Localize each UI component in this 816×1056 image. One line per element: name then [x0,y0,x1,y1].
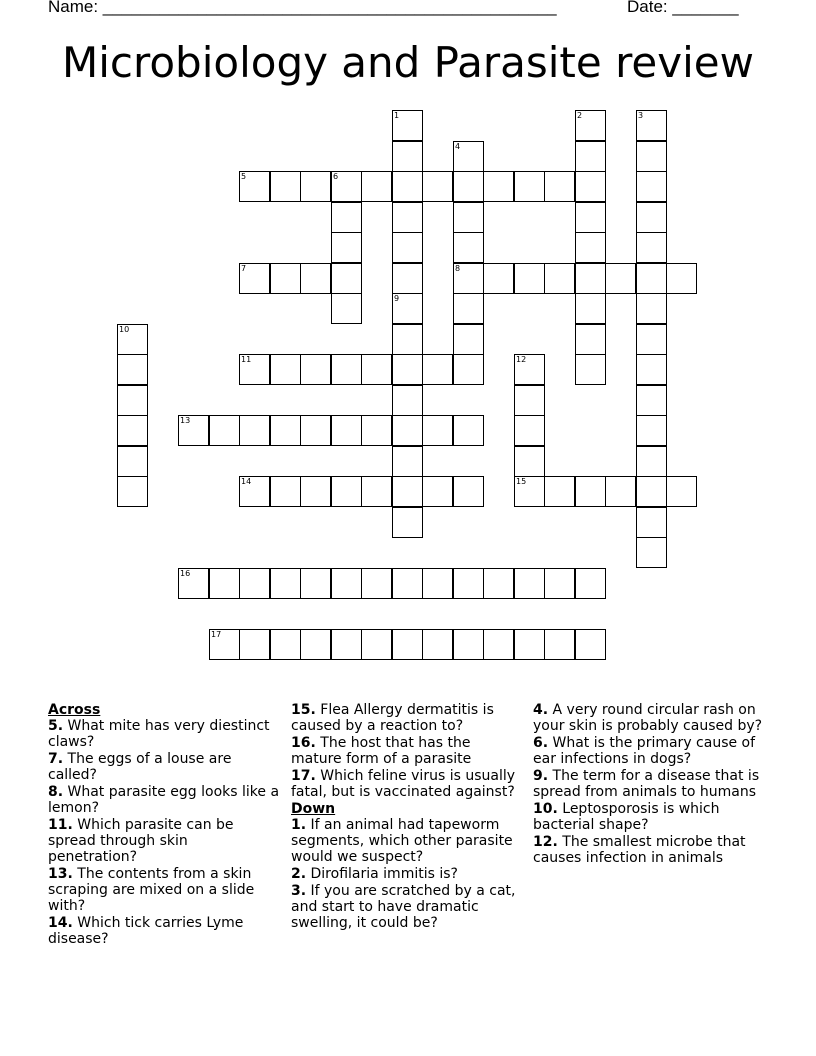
crossword-cell[interactable] [636,110,667,141]
crossword-cell[interactable] [544,568,575,599]
crossword-cell[interactable] [117,476,148,507]
crossword-cell[interactable] [636,232,667,263]
crossword-cell[interactable] [453,232,484,263]
cell-number: 7 [241,264,247,273]
cell-number: 12 [516,355,527,364]
crossword-cell[interactable] [270,629,301,660]
cell-number: 1 [394,111,400,120]
clue-down-12: 12. The smallest microbe that causes infection in animals [533,834,746,866]
crossword-cell[interactable] [636,171,667,202]
clue-across-7: 7. The eggs of a louse are called? [48,751,232,783]
crossword-cell[interactable] [239,354,270,385]
crossword-cell[interactable] [392,324,423,355]
crossword-cell[interactable] [361,476,392,507]
crossword-cell[interactable] [239,476,270,507]
crossword-cell[interactable] [392,293,423,324]
crossword-cell[interactable] [422,476,453,507]
cell-number: 11 [241,355,252,364]
crossword-cell[interactable] [453,171,484,202]
clue-down-2: 2. Dirofilaria immitis is? [291,866,458,882]
crossword-cell[interactable] [453,476,484,507]
crossword-cell[interactable] [453,263,484,294]
crossword-cell[interactable] [666,476,697,507]
crossword-cell[interactable] [331,263,362,294]
crossword-cell[interactable] [392,232,423,263]
crossword-cell[interactable] [666,263,697,294]
crossword-cell[interactable] [300,263,331,294]
crossword-cell[interactable] [575,232,606,263]
crossword-cell[interactable] [453,629,484,660]
crossword-cell[interactable] [514,476,545,507]
crossword-cell[interactable] [392,263,423,294]
date-field-label: Date: _______ [627,0,739,16]
crossword-cell[interactable] [605,476,636,507]
cell-number: 14 [241,477,252,486]
crossword-cell[interactable] [300,476,331,507]
clue-down-6: 6. What is the primary cause of ear infections in dogs? [533,735,756,767]
crossword-cell[interactable] [575,476,606,507]
crossword-cell[interactable] [453,324,484,355]
crossword-cell[interactable] [422,354,453,385]
crossword-cell[interactable] [270,354,301,385]
crossword-cell[interactable] [453,293,484,324]
crossword-cell[interactable] [270,415,301,446]
crossword-cell[interactable] [575,568,606,599]
crossword-cell[interactable] [392,110,423,141]
crossword-cell[interactable] [209,568,240,599]
crossword-cell[interactable] [361,171,392,202]
crossword-cell[interactable] [575,324,606,355]
crossword-cell[interactable] [209,629,240,660]
crossword-cell[interactable] [483,568,514,599]
crossword-cell[interactable] [392,202,423,233]
crossword-cell[interactable] [605,263,636,294]
crossword-cell[interactable] [392,171,423,202]
clue-column-3 [533,702,768,867]
crossword-cell[interactable] [392,141,423,172]
crossword-cell[interactable] [575,141,606,172]
crossword-cell[interactable] [300,354,331,385]
crossword-cell[interactable] [636,415,667,446]
crossword-cell[interactable] [300,568,331,599]
clue-across-15: 15. Flea Allergy dermatitis is caused by a reaction to? [291,702,494,734]
clue-down-9: 9. The term for a disease that is spread from animals to humans [533,768,760,800]
cell-number: 15 [516,477,527,486]
crossword-cell[interactable] [514,629,545,660]
crossword-cell[interactable] [453,568,484,599]
crossword-cell[interactable] [453,415,484,446]
crossword-cell[interactable] [361,415,392,446]
crossword-cell[interactable] [300,171,331,202]
page-title: Microbiology and Parasite review [62,38,754,87]
crossword-cell[interactable] [361,354,392,385]
crossword-cell[interactable] [361,629,392,660]
cell-number: 16 [180,569,191,578]
clue-across-16: 16. The host that has the mature form of a parasite [291,735,472,767]
crossword-cell[interactable] [392,385,423,416]
crossword-cell[interactable] [392,476,423,507]
crossword-cell[interactable] [636,507,667,538]
crossword-cell[interactable] [239,171,270,202]
crossword-cell[interactable] [331,476,362,507]
crossword-cell[interactable] [483,171,514,202]
cell-number: 17 [211,630,222,639]
crossword-cell[interactable] [270,171,301,202]
crossword-cell[interactable] [514,354,545,385]
clue-down-4: 4. A very round circular rash on your skin is probably caused by? [533,702,763,734]
cell-number: 5 [241,172,247,181]
crossword-cell[interactable] [636,476,667,507]
crossword-cell[interactable] [544,629,575,660]
crossword-cell[interactable] [422,568,453,599]
crossword-cell[interactable] [117,446,148,477]
crossword-cell[interactable] [544,476,575,507]
crossword-cell[interactable] [117,354,148,385]
cell-number: 13 [180,416,191,425]
crossword-cell[interactable] [239,415,270,446]
crossword-cell[interactable] [117,415,148,446]
crossword-cell[interactable] [361,568,392,599]
crossword-cell[interactable] [483,263,514,294]
crossword-cell[interactable] [270,568,301,599]
clue-down-3: 3. If you are scratched by a cat, and start to have dramatic swelling, it could be? [291,883,516,931]
crossword-cell[interactable] [636,293,667,324]
crossword-cell[interactable] [300,415,331,446]
crossword-cell[interactable] [331,293,362,324]
crossword-cell[interactable] [422,171,453,202]
cell-number: 9 [394,294,400,303]
crossword-cell[interactable] [300,629,331,660]
crossword-cell[interactable] [331,354,362,385]
crossword-cell[interactable] [636,537,667,568]
crossword-cell[interactable] [331,415,362,446]
crossword-cell[interactable] [331,629,362,660]
crossword-cell[interactable] [453,141,484,172]
cell-number: 2 [577,111,583,120]
crossword-cell[interactable] [453,354,484,385]
crossword-cell[interactable] [178,415,209,446]
cell-number: 4 [455,142,461,151]
cell-number: 6 [333,172,339,181]
clue-down-10: 10. Leptosporosis is which bacterial shape? [533,801,720,833]
crossword-cell[interactable] [331,568,362,599]
cell-number: 3 [638,111,644,120]
crossword-cell[interactable] [636,446,667,477]
crossword-cell[interactable] [392,568,423,599]
clue-across-8: 8. What parasite egg looks like a lemon? [48,784,280,816]
crossword-cell[interactable] [575,171,606,202]
cell-number: 8 [455,264,461,273]
crossword-cell[interactable] [483,629,514,660]
crossword-cell[interactable] [239,568,270,599]
crossword-cell[interactable] [575,629,606,660]
crossword-cell[interactable] [636,141,667,172]
crossword-cell[interactable] [331,171,362,202]
crossword-cell[interactable] [575,354,606,385]
crossword-cell[interactable] [392,354,423,385]
crossword-cell[interactable] [239,263,270,294]
crossword-cell[interactable] [575,110,606,141]
crossword-cell[interactable] [636,202,667,233]
across-heading: Across [48,702,101,718]
crossword-cell[interactable] [453,202,484,233]
crossword-cell[interactable] [514,446,545,477]
crossword-cell[interactable] [270,476,301,507]
crossword-cell[interactable] [331,232,362,263]
crossword-cell[interactable] [392,507,423,538]
clue-down-1: 1. If an animal had tapeworm segments, which other parasite would we suspect? [291,817,513,865]
crossword-cell[interactable] [636,354,667,385]
crossword-cell[interactable] [117,324,148,355]
crossword-cell[interactable] [514,171,545,202]
name-field-label: Name: ________________________________________________ [48,0,557,16]
cell-number: 10 [119,325,130,334]
crossword-cell[interactable] [575,263,606,294]
crossword-cell[interactable] [209,415,240,446]
crossword-cell[interactable] [392,629,423,660]
crossword-cell[interactable] [117,385,148,416]
crossword-cell[interactable] [422,415,453,446]
crossword-cell[interactable] [636,385,667,416]
crossword-cell[interactable] [575,202,606,233]
crossword-cell[interactable] [636,324,667,355]
crossword-cell[interactable] [270,263,301,294]
crossword-cell[interactable] [331,202,362,233]
clue-across-11: 11. Which parasite can be spread through skin penetration? [48,817,234,865]
crossword-cell[interactable] [392,415,423,446]
crossword-cell[interactable] [544,171,575,202]
clue-column-1 [48,702,280,948]
clue-across-5: 5. What mite has very diestinct claws? [48,718,270,750]
crossword-cell[interactable] [422,629,453,660]
crossword-cell[interactable] [178,568,209,599]
crossword-cell[interactable] [239,629,270,660]
clue-column-2 [291,702,523,932]
clue-across-17: 17. Which feline virus is usually fatal, but is vaccinated against? [291,768,516,800]
crossword-cell[interactable] [514,385,545,416]
crossword-cell[interactable] [544,263,575,294]
crossword-cell[interactable] [392,446,423,477]
clue-across-14: 14. Which tick carries Lyme disease? [48,915,244,947]
crossword-cell[interactable] [514,415,545,446]
crossword-cell[interactable] [514,568,545,599]
crossword-cell[interactable] [636,263,667,294]
crossword-cell[interactable] [575,293,606,324]
down-heading: Down [291,801,336,817]
clue-across-13: 13. The contents from a skin scraping are mixed on a slide with? [48,866,255,914]
crossword-cell[interactable] [514,263,545,294]
